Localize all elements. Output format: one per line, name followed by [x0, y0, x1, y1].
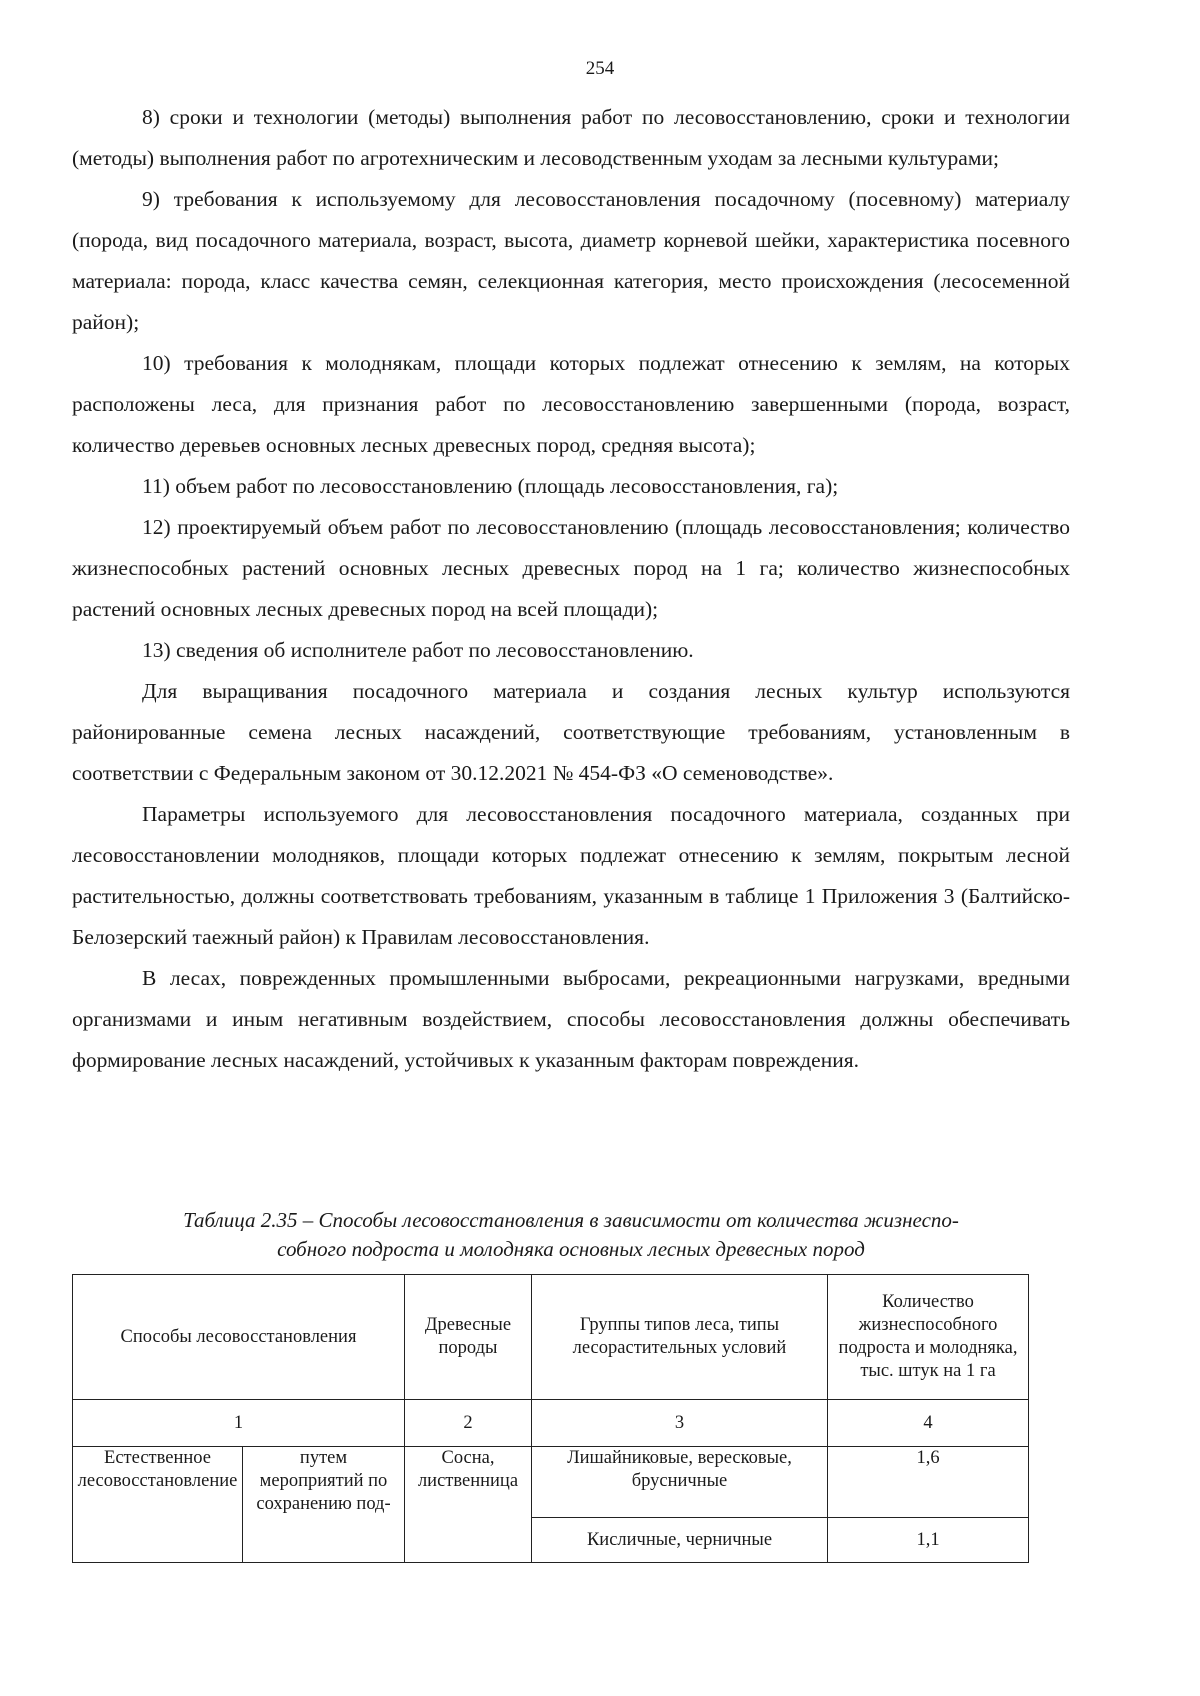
column-number-cell: 4	[828, 1400, 1029, 1447]
header-cell: Группы типов леса, типы лесорастительных условий	[532, 1275, 828, 1400]
body-text	[72, 97, 1070, 1081]
header-cell: Древесные породы	[405, 1275, 532, 1400]
method-cell: Естественное лесовосстановление	[73, 1447, 243, 1563]
table-caption-line: собного подроста и молодняка основных лесных древесных пород	[277, 1237, 865, 1261]
table-caption	[72, 1206, 1070, 1264]
paragraph: В лесах, поврежденных промышленными выбросами, рекреационными нагрузками, вредными организмами и иным негативным воздействием, способы лесовосстановления должны обеспечивать формирование лесных насаждений, устойчивых к указанным факторам повреждения.	[72, 966, 1070, 1072]
table-caption-line: Таблица 2.35 – Способы лесовосстановления в зависимости от количества жизнеспо-	[183, 1208, 959, 1232]
forest-types-cell: Кисличные, черничные	[532, 1518, 828, 1563]
header-cell: Количество жизнеспособного подроста и молодняка, тыс. штук на 1 га	[828, 1275, 1029, 1400]
page-number: 254	[585, 58, 615, 79]
column-number-cell: 3	[532, 1400, 828, 1447]
table-row	[73, 1447, 1029, 1518]
reforestation-table	[72, 1274, 1029, 1563]
paragraph: Параметры используемого для лесовосстановления посадочного материала, созданных при лесовосстановлении молодняков, площади которых подлежат отнесению к землям, покрытым лесной растительностью, должны соответствовать требованиям, указанным в таблице 1 Приложения 3 (Балтийско-Белозерский таежный район) к Правилам лесовосстановления.	[72, 802, 1070, 949]
paragraph: 12) проектируемый объем работ по лесовосстановлению (площадь лесовосстановления; количество жизнеспособных растений основных лесных древесных пород на 1 га; количество жизнеспособных растений основных лесных древесных пород на всей площади);	[72, 515, 1070, 621]
paragraph: 9) требования к используемому для лесовосстановления посадочному (посевному) материалу (порода, вид посадочного материала, возраст, высота, диаметр корневой шейки, характеристика посевного материала: порода, класс качества семян, селекционная категория, место происхождения (лесосеменной район);	[72, 187, 1070, 334]
column-number-row	[73, 1400, 1029, 1447]
column-number-cell: 2	[405, 1400, 532, 1447]
paragraph: 8) сроки и технологии (методы) выполнения работ по лесовосстановлению, сроки и технологии (методы) выполнения работ по агротехническим и лесоводственным уходам за лесными культурами;	[72, 105, 1070, 170]
sub-method-cell: путем мероприятий по сохранению под-	[243, 1447, 405, 1563]
paragraph: 10) требования к молоднякам, площади которых подлежат отнесению к землям, на которых расположены леса, для признания работ по лесовосстановлению завершенными (порода, возраст, количество деревьев основных лесных древесных пород, средняя высота);	[72, 351, 1070, 457]
species-cell: Сосна, лиственница	[405, 1447, 532, 1563]
paragraph: 13) сведения об исполнителе работ по лесовосстановлению.	[142, 638, 694, 662]
forest-types-cell: Лишайниковые, вересковые, брусничные	[532, 1447, 828, 1518]
paragraph: 11) объем работ по лесовосстановлению (площадь лесовосстановления, га);	[142, 474, 839, 498]
header-cell: Способы лесовосстановления	[73, 1275, 405, 1400]
column-number-cell: 1	[73, 1400, 405, 1447]
quantity-cell: 1,6	[828, 1447, 1029, 1518]
table-header-row	[73, 1275, 1029, 1400]
quantity-cell: 1,1	[828, 1518, 1029, 1563]
paragraph: Для выращивания посадочного материала и создания лесных культур используются районированные семена лесных насаждений, соответствующие требованиям, установленным в соответствии с Федеральным законом от 30.12.2021 № 454-ФЗ «О семеноводстве».	[72, 679, 1070, 785]
